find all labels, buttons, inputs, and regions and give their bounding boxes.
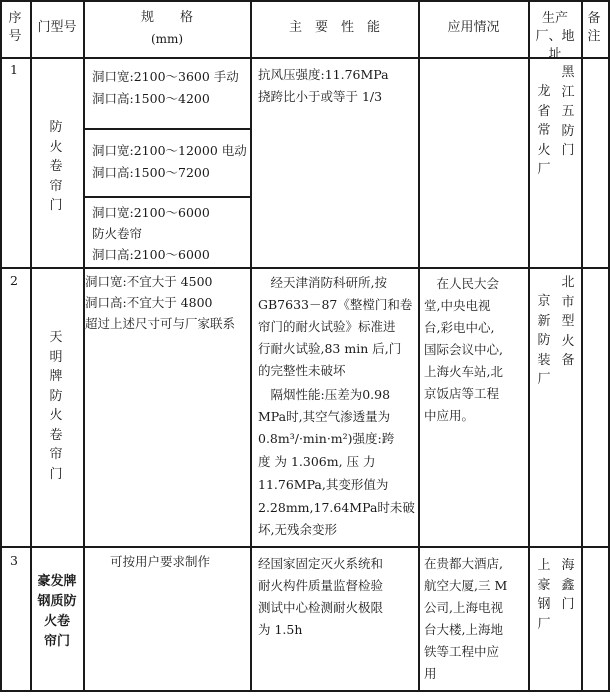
header-spec-unit: (mm) bbox=[150, 32, 184, 46]
row2-spec-height: 洞口高:不宜大于 4800 bbox=[85, 295, 213, 310]
rule-bottom bbox=[0, 690, 610, 692]
rule-row1 bbox=[0, 267, 610, 269]
row2-spec-width: 洞口宽:不宜大于 4500 bbox=[85, 274, 213, 289]
row3-usage-line: 铁等工程中应 bbox=[424, 644, 500, 659]
row2-perf-line: 行耐火试验,83 min 后,门 bbox=[258, 341, 402, 356]
row1-spec-fire-height: 洞口高:2100～6000 bbox=[92, 247, 210, 262]
row3-seq: 3 bbox=[10, 553, 18, 568]
rule-right bbox=[608, 0, 610, 692]
row3-spec: 可按用户要求制作 bbox=[110, 554, 211, 569]
rule-header bbox=[0, 57, 610, 59]
row2-perf-line: GB7633－87《整樘门和卷 bbox=[258, 297, 413, 312]
row1-spec-fire-type: 防火卷帘 bbox=[92, 226, 143, 241]
row2-model: 天明牌防火卷帘门 bbox=[49, 330, 63, 482]
row2-perf-line: 坏,无残余变形 bbox=[258, 522, 337, 537]
row1-perf-deflection: 挠跨比小于或等于 1/3 bbox=[258, 89, 383, 104]
rule-row2 bbox=[0, 546, 610, 548]
row2-usage-line: 台,彩电中心, bbox=[424, 320, 495, 335]
row2-usage-line: 京饭店等工程 bbox=[424, 386, 500, 401]
rule-c2 bbox=[83, 0, 85, 692]
rule-c6 bbox=[581, 0, 583, 692]
row1-perf-wind: 抗风压强度:11.76MPa bbox=[258, 67, 389, 82]
row3-perf-line: 测试中心检测耐火极限 bbox=[258, 600, 384, 615]
row2-perf-line: 经天津消防科研所,按 bbox=[258, 275, 387, 290]
row2-spec-contact: 超过上述尺寸可与厂家联系 bbox=[85, 316, 236, 331]
row1-spec-fire-width: 洞口宽:2100～6000 bbox=[92, 205, 210, 220]
row1-spec-electric-height: 洞口高:1500～7200 bbox=[92, 165, 210, 180]
row1-maker-col1: 龙省常火厂 bbox=[537, 84, 551, 177]
rule-row1-sub1 bbox=[83, 128, 250, 130]
row1-maker-col2: 黑江五防门 bbox=[561, 65, 575, 158]
row3-perf-line: 经国家固定灭火系统和 bbox=[258, 556, 384, 571]
row2-usage-line: 国际会议中心, bbox=[424, 342, 503, 357]
row3-model-line: 豪发牌 bbox=[37, 574, 77, 589]
row3-perf-line: 耐火构件质量监督检验 bbox=[258, 578, 384, 593]
rule-c4 bbox=[418, 0, 420, 692]
row2-perf-line: 0.8m³/·min·m²)强度:跨 bbox=[258, 431, 395, 446]
row2-perf-line: 2.28mm,17.64MPa时未破 bbox=[258, 500, 415, 515]
row3-maker-col1: 上豪钢厂 bbox=[537, 558, 551, 632]
rule-row1-sub2 bbox=[83, 196, 250, 198]
row3-usage-line: 台大楼,上海地 bbox=[424, 622, 503, 637]
row3-perf-line: 为 1.5h bbox=[258, 622, 303, 637]
row3-model-line: 火卷 bbox=[43, 614, 70, 629]
row2-perf-line: 11.76MPa,其变形值为 bbox=[258, 477, 389, 492]
row1-spec-manual-width: 洞口宽:2100～3600 手动 bbox=[92, 69, 239, 84]
row2-usage-line: 在人民大会 bbox=[424, 276, 500, 291]
header-maker: 生产厂、地址 bbox=[535, 11, 575, 62]
row2-maker-col1: 京新防装厂 bbox=[537, 294, 551, 387]
row2-perf-line: 帘门的耐火试验》标准进 bbox=[258, 319, 396, 334]
row1-model: 防火卷帘门 bbox=[49, 120, 63, 213]
row3-usage-line: 公司,上海电视 bbox=[424, 600, 503, 615]
rule-c3 bbox=[250, 0, 252, 692]
row2-usage-line: 上海火车站,北 bbox=[424, 364, 503, 379]
row2-perf-line: 度 为 1.306m, 压 力 bbox=[258, 454, 376, 469]
row2-perf-line: MPa时,其空气渗透量为 bbox=[258, 409, 391, 424]
header-seq: 序号 bbox=[8, 11, 22, 44]
row3-model-line: 钢质防 bbox=[37, 594, 77, 609]
header-model: 门型号 bbox=[37, 20, 77, 35]
header-usage: 应用情况 bbox=[447, 20, 500, 35]
row3-usage-line: 用 bbox=[424, 666, 437, 681]
row2-perf-line: 隔烟性能:压差为0.98 bbox=[258, 387, 391, 402]
row1-seq: 1 bbox=[10, 62, 18, 77]
row2-maker-col2: 北市型火备 bbox=[561, 275, 575, 368]
rule-c5 bbox=[528, 0, 530, 692]
row3-maker-col2: 海鑫门 bbox=[561, 558, 575, 612]
row3-usage-line: 在贵都大酒店, bbox=[424, 556, 503, 571]
row2-perf-line: 的完整性未破坏 bbox=[258, 363, 346, 378]
row2-seq: 2 bbox=[10, 273, 18, 288]
row2-usage-line: 堂,中央电视 bbox=[424, 298, 491, 313]
header-spec: 规 格 bbox=[140, 10, 193, 25]
rule-top bbox=[0, 0, 610, 2]
header-performance: 主 要 性 能 bbox=[288, 20, 380, 35]
header-note: 备注 bbox=[587, 11, 601, 44]
row3-model-line: 帘门 bbox=[43, 634, 70, 649]
rule-left bbox=[0, 0, 2, 692]
row1-spec-manual-height: 洞口高:1500～4200 bbox=[92, 91, 210, 106]
row2-usage-line: 中应用。 bbox=[424, 408, 475, 423]
row3-usage-line: 航空大厦,三 M bbox=[424, 578, 508, 593]
row1-spec-electric-width: 洞口宽:2100～12000 电动 bbox=[92, 143, 247, 158]
